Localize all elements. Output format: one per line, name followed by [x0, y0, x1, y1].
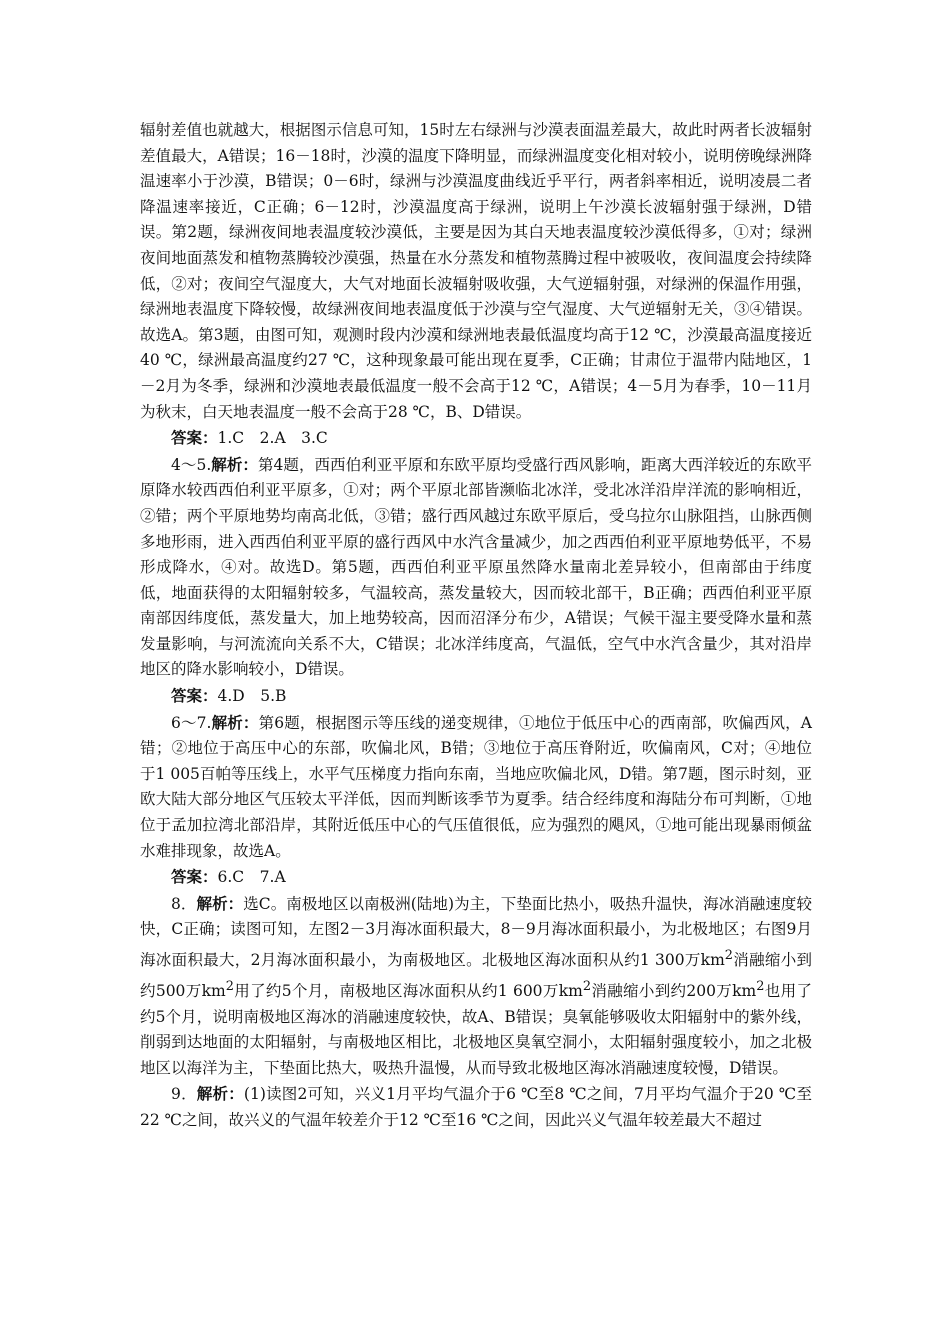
answer-text: 1.C 2.A 3.C — [217, 429, 328, 448]
answer-q4-5 — [140, 683, 812, 710]
analysis-text-part: 也用了约5个月，说明南极地区海冰的消融速度较快，故A、B错误；臭氧能够吸收太阳辐射中的紫外线，削弱到达地面的太阳辐射，与南极地区相比，北极地区臭氧空洞小，太阳辐射强度较小，加之北极地区以海洋为主，下垫面比热大，吸热升温慢，从而导致北极地区海冰消融速度较慢，D错误。 — [140, 981, 812, 1077]
superscript: 2 — [756, 978, 765, 994]
answer-label: 答案： — [171, 686, 218, 706]
analysis-text: 第6题，根据图示等压线的递变规律，①地位于低压中心的西南部，吹偏西风，A错；②地位于高压中心的东部，吹偏北风，B错；③地位于高压脊附近，吹偏南风，C对；④地位于1 005百帕等压线上，水平气压梯度力指向东南，当地应吹偏北风，D错。第7题，图示时刻，亚欧大陆大部分地区气压较太平洋低，因而判断该季节为夏季。结合经纬度和海陆分布可判断，①地位于孟加拉湾北部沿岸，其附近低压中心的气压值很低，应为强烈的飓风，①地可能出现暴雨倾盆水难排现象，故选A。 — [140, 713, 813, 860]
question-number: 6～7. — [171, 713, 212, 732]
analysis-label: 解析： — [211, 712, 259, 732]
superscript: 2 — [724, 948, 733, 963]
analysis-label: 解析： — [211, 454, 258, 474]
paragraph-q1-3-analysis: 辐射差值也就越大，根据图示信息可知，15时左右绿洲与沙漠表面温差最大，故此时两者长波辐射差值最大，A错误；16－18时，沙漠的温度下降明显，而绿洲温度变化相对较小，说明傍晚绿洲降温速率小于沙漠，B错误；0－6时，绿洲与沙漠温度曲线近乎平行，两者斜率相近，说明凌晨二者降温速率接近，C正确；6－12时，沙漠温度高于绿洲，说明上午沙漠长波辐射强于绿洲，D错误。第2题，绿洲夜间地表温度较沙漠低，主要是因为其白天地表温度较沙漠低得多，①对；绿洲夜间地面蒸发和植物蒸腾较沙漠强，热量在水分蒸发和植物蒸腾过程中被吸收，夜间温度会持续降低，②对；夜间空气湿度大，大气对地面长波辐射吸收强，大气逆辐射强，对绿洲的保温作用强，绿洲地表温度下降较慢，故绿洲夜间地表温度低于沙漠与空气湿度、大气逆辐射无关，③④错误。故选A。第3题，由图可知，观测时段内沙漠和绿洲地表最低温度均高于12 ℃，沙漠最高温度接近40 ℃，绿洲最高温度约27 ℃，这种现象最可能出现在夏季，C正确；甘肃位于温带内陆地区，1－2月为冬季，绿洲和沙漠地表最低温度一般不会高于12 ℃，A错误；4－5月为春季，10－11月为秋末，白天地表温度一般不会高于28 ℃，B、D错误。 — [140, 121, 812, 421]
analysis-text: (1)读图2可知，兴义1月平均气温介于6 ℃至8 ℃之间，7月平均气温介于20 ℃至22 ℃之间，故兴义的气温年较差介于12 ℃至16 ℃之间，因此兴义气温年较差最大不超过 — [140, 1085, 812, 1129]
answer-text: 6.C 7.A — [217, 868, 286, 887]
paragraph-q4-5-analysis — [140, 452, 812, 683]
answer-q1-3 — [140, 425, 812, 452]
answer-label: 答案： — [171, 428, 218, 448]
superscript: 2 — [225, 978, 234, 994]
answer-text: 4.D 5.B — [217, 687, 287, 706]
question-number: 8． — [171, 894, 197, 913]
paragraph-q6-7-analysis — [140, 710, 812, 865]
question-number: 9． — [171, 1085, 197, 1104]
analysis-label: 解析： — [196, 893, 244, 913]
analysis-text-part: 用了约5个月，南极地区海冰面积从约1 600万km — [233, 981, 583, 1000]
analysis-text-part: 选C。南极地区以南极洲(陆地)为主，下垫面比热小，吸热升温快，海冰消融速度较快，C正确；读图可知，左图2－3月海冰面积最大，8－9月海冰面积最小，为北极地区；右图9月海冰面积最大，2月海冰面积最小，为南极地区。北极地区海冰面积从约1 300万km — [140, 894, 812, 970]
analysis-label: 解析： — [196, 1084, 244, 1104]
superscript: 2 — [582, 978, 592, 994]
answer-label: 答案： — [171, 867, 218, 887]
question-number: 4～5. — [171, 455, 212, 474]
document-page — [140, 118, 812, 1133]
paragraph-q8-analysis — [140, 891, 812, 1081]
answer-q6-7 — [140, 864, 812, 891]
analysis-text-part: 消融缩小到约200万km — [591, 981, 757, 1000]
analysis-text: 第4题，西西伯利亚平原和东欧平原均受盛行西风影响，距离大西洋较近的东欧平原降水较西西伯利亚平原多，①对；两个平原北部皆濒临北冰洋，受北冰洋沿岸洋流的影响相近，②错；两个平原地势均南高北低，③错；盛行西风越过东欧平原后，受乌拉尔山脉阻挡，山脉西侧多地形雨，进入西西伯利亚平原的盛行西风中水汽含量减少，加之西西伯利亚平原地势低平，不易形成降水，④对。故选D。第5题，西西伯利亚平原虽然降水量南北差异较小，但南部由于纬度低，地面获得的太阳辐射较多，气温较高，蒸发量较大，因而较北部干，B正确；西西伯利亚平原南部因纬度低，蒸发量大，加上地势较高，因而沼泽分布少，A错误；气候干湿主要受降水量和蒸发量影响，与河流流向关系不大，C错误；北冰洋纬度高，气温低，空气中水汽含量少，其对沿岸地区的降水影响较小，D错误。 — [140, 455, 812, 679]
paragraph-q9-analysis — [140, 1081, 812, 1133]
analysis-text-part: 消融缩小到约500万km — [140, 951, 812, 1000]
